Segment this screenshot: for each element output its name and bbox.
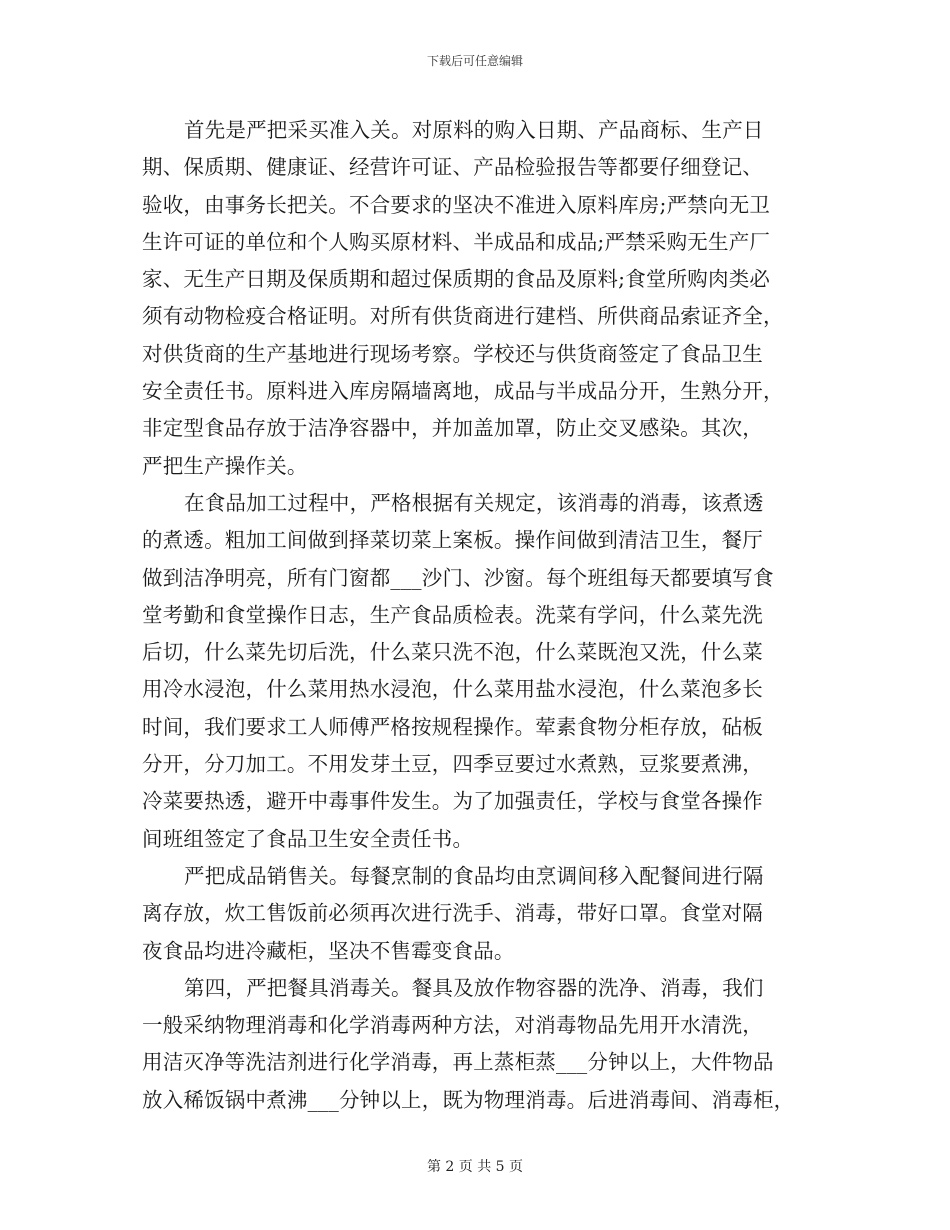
text-line: 时间，我们要求工人师傅严格按规程操作。荤素食物分柜存放，砧板 <box>142 714 763 739</box>
text-line: 须有动物检疫合格证明。对所有供货商进行建档、所供商品索证齐全， <box>142 304 784 329</box>
text-line: 放入稀饭锅中煮沸___分钟以上，既为物理消毒。后进消毒间、消毒柜， <box>142 1087 795 1112</box>
text-line: 用洁灭净等洗洁剂进行化学消毒，再上蒸柜蒸___分钟以上，大件物品 <box>142 1050 774 1075</box>
text-line: 对供货商的生产基地进行现场考察。学校还与供货商签定了食品卫生 <box>142 341 763 366</box>
text-line: 非定型食品存放于洁净容器中，并加盖加罩，防止交叉感染。其次， <box>142 416 763 441</box>
text-line: 首先是严把采买准入关。对原料的购入日期、产品商标、生产日 <box>184 118 764 142</box>
text-line: 分开，分刀加工。不用发芽土豆，四季豆要过水煮熟，豆浆要煮沸， <box>142 752 763 777</box>
text-line: 冷菜要热透，避开中毒事件发生。为了加强责任，学校与食堂各操作 <box>142 789 763 814</box>
text-line: 期、保质期、健康证、经营许可证、产品检验报告等都要仔细登记、 <box>142 155 763 180</box>
text-line: 严把生产操作关。 <box>142 453 308 478</box>
document-body <box>142 112 822 1119</box>
text-line: 间班组签定了食品卫生安全责任书。 <box>142 826 474 851</box>
text-line: 夜食品均进冷藏柜，坚决不售霉变食品。 <box>142 938 515 963</box>
text-line: 一般采纳物理消毒和化学消毒两种方法，对消毒物品先用开水清洗， <box>142 1013 763 1038</box>
text-line: 堂考勤和食堂操作日志，生产食品质检表。洗菜有学问，什么菜先洗 <box>142 602 763 627</box>
text-line: 在食品加工过程中，严格根据有关规定，该消毒的消毒，该煮透 <box>184 490 764 515</box>
text-line: 做到洁净明亮，所有门窗都___沙门、沙窗。每个班组每天都要填写食 <box>142 565 774 590</box>
page-footer: 第 2 页 共 5 页 <box>426 1159 524 1175</box>
text-line: 第四，严把餐具消毒关。餐具及放作物容器的洗净、消毒，我们 <box>184 975 764 1000</box>
page-header: 下载后可任意编辑 <box>426 54 523 68</box>
text-line: 的煮透。粗加工间做到择菜切菜上案板。操作间做到清洁卫生，餐厅 <box>142 528 763 553</box>
text-line: 验收，由事务长把关。不合要求的坚决不准进入原料库房;严禁向无卫 <box>142 192 771 217</box>
text-line: 用冷水浸泡，什么菜用热水浸泡，什么菜用盐水浸泡，什么菜泡多长 <box>142 677 763 702</box>
text-line: 生许可证的单位和个人购买原材料、半成品和成品;严禁采购无生产厂 <box>142 229 771 254</box>
text-line: 安全责任书。原料进入库房隔墙离地，成品与半成品分开，生熟分开， <box>142 379 784 404</box>
text-line: 家、无生产日期及保质期和超过保质期的食品及原料;食堂所购肉类必 <box>142 267 771 292</box>
text-line: 严把成品销售关。每餐烹制的食品均由烹调间移入配餐间进行隔 <box>184 863 764 888</box>
text-line: 后切，什么菜先切后洗，什么菜只洗不泡，什么菜既泡又洗，什么菜 <box>142 640 763 665</box>
text-line: 离存放，炊工售饭前必须再次进行洗手、消毒，带好口罩。食堂对隔 <box>142 901 763 926</box>
